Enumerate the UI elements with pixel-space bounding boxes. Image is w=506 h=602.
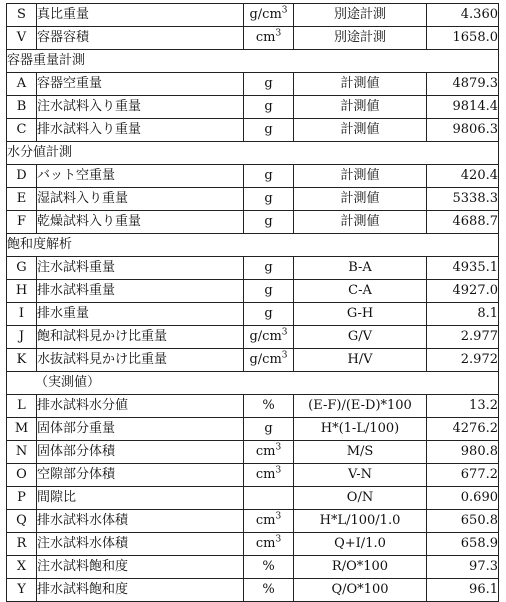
- row-method: 計測値: [294, 211, 427, 234]
- row-symbol: L: [7, 395, 37, 418]
- section-heading: （実測値）: [7, 372, 499, 395]
- table-row: [7, 533, 499, 556]
- unit-text: g: [264, 214, 273, 229]
- row-name: 注水試料飽和度: [37, 556, 244, 579]
- unit-text: cm: [255, 467, 276, 482]
- row-value: 650.8: [427, 510, 499, 533]
- table-row: [7, 510, 499, 533]
- row-symbol: H: [7, 280, 37, 303]
- unit-exponent: 3: [281, 5, 288, 16]
- section-row: [7, 372, 499, 395]
- row-unit: [244, 326, 294, 349]
- unit-text: g: [264, 283, 273, 298]
- row-unit: [244, 4, 294, 27]
- row-unit: [244, 349, 294, 372]
- row-symbol: N: [7, 441, 37, 464]
- row-value: 4879.3: [427, 73, 499, 96]
- row-unit: [244, 96, 294, 119]
- row-symbol: S: [7, 4, 37, 27]
- row-name: 水抜試料見かけ比重量: [37, 349, 244, 372]
- table-row: [7, 4, 499, 27]
- row-value: 9806.3: [427, 119, 499, 142]
- row-unit: [244, 510, 294, 533]
- row-value: 4688.7: [427, 211, 499, 234]
- section-heading: 水分値計測: [7, 142, 499, 165]
- row-unit: [244, 464, 294, 487]
- table-row: [7, 579, 499, 602]
- row-method: 別途計測: [294, 27, 427, 50]
- section-heading: 飽和度解析: [7, 234, 499, 257]
- unit-exponent: 3: [275, 511, 282, 522]
- row-name: 排水試料重量: [37, 280, 244, 303]
- table-row: [7, 96, 499, 119]
- row-symbol: J: [7, 326, 37, 349]
- unit-exponent: 3: [275, 534, 282, 545]
- row-unit: [244, 303, 294, 326]
- table-row: [7, 441, 499, 464]
- row-unit: [244, 73, 294, 96]
- row-name: 排水試料水体積: [37, 510, 244, 533]
- row-symbol: B: [7, 96, 37, 119]
- row-value: 1658.0: [427, 27, 499, 50]
- unit-text: cm: [255, 536, 276, 551]
- table-row: [7, 211, 499, 234]
- unit-exponent: 3: [275, 28, 282, 39]
- row-symbol: P: [7, 487, 37, 510]
- table-row: [7, 257, 499, 280]
- row-symbol: K: [7, 349, 37, 372]
- table-row: [7, 418, 499, 441]
- row-method: 計測値: [294, 165, 427, 188]
- table-row: [7, 165, 499, 188]
- row-unit: [244, 579, 294, 602]
- section-row: [7, 142, 499, 165]
- row-method: G-H: [294, 303, 427, 326]
- row-unit: [244, 280, 294, 303]
- row-symbol: Y: [7, 579, 37, 602]
- unit-text: cm: [255, 30, 276, 45]
- unit-text: g: [264, 306, 273, 321]
- row-value: 4276.2: [427, 418, 499, 441]
- row-name: 排水試料飽和度: [37, 579, 244, 602]
- unit-text: g: [264, 421, 273, 436]
- row-method: 別途計測: [294, 4, 427, 27]
- calculation-sheet: [6, 3, 498, 602]
- unit-text: g/cm: [249, 7, 282, 22]
- row-name: 排水試料水分値: [37, 395, 244, 418]
- table-row: [7, 188, 499, 211]
- row-value: 980.8: [427, 441, 499, 464]
- row-unit: [244, 165, 294, 188]
- row-unit: [244, 211, 294, 234]
- row-value: 96.1: [427, 579, 499, 602]
- row-unit: [244, 119, 294, 142]
- row-symbol: A: [7, 73, 37, 96]
- unit-text: g/cm: [249, 329, 282, 344]
- row-value: 0.690: [427, 487, 499, 510]
- row-value: 2.977: [427, 326, 499, 349]
- row-name: 排水重量: [37, 303, 244, 326]
- table-row: [7, 487, 499, 510]
- unit-text: %: [262, 398, 275, 413]
- row-method: Q+I/1.0: [294, 533, 427, 556]
- row-name: 乾燥試料入り重量: [37, 211, 244, 234]
- row-unit: [244, 188, 294, 211]
- row-name: バット空重量: [37, 165, 244, 188]
- unit-text: g/cm: [249, 352, 282, 367]
- row-value: 9814.4: [427, 96, 499, 119]
- table-row: [7, 395, 499, 418]
- section-row: [7, 50, 499, 73]
- row-value: 420.4: [427, 165, 499, 188]
- saturation-analysis-table: [6, 3, 499, 602]
- row-method: H*L/100/1.0: [294, 510, 427, 533]
- row-method: R/O*100: [294, 556, 427, 579]
- table-row: [7, 326, 499, 349]
- table-row: [7, 303, 499, 326]
- row-method: M/S: [294, 441, 427, 464]
- unit-text: g: [264, 168, 273, 183]
- row-method: C-A: [294, 280, 427, 303]
- unit-text: g: [264, 260, 273, 275]
- row-unit: [244, 441, 294, 464]
- row-name: 固体部分重量: [37, 418, 244, 441]
- unit-text: cm: [255, 513, 276, 528]
- unit-text: %: [262, 559, 275, 574]
- unit-exponent: 3: [275, 442, 282, 453]
- row-name: 湿試料入り重量: [37, 188, 244, 211]
- table-row: [7, 119, 499, 142]
- row-name: 注水試料水体積: [37, 533, 244, 556]
- row-method: 計測値: [294, 119, 427, 142]
- row-value: 97.3: [427, 556, 499, 579]
- row-unit: [244, 487, 294, 510]
- unit-text: g: [264, 76, 273, 91]
- row-value: 4.360: [427, 4, 499, 27]
- row-symbol: X: [7, 556, 37, 579]
- row-method: V-N: [294, 464, 427, 487]
- row-name: 間隙比: [37, 487, 244, 510]
- row-symbol: V: [7, 27, 37, 50]
- row-method: H/V: [294, 349, 427, 372]
- row-symbol: D: [7, 165, 37, 188]
- row-method: O/N: [294, 487, 427, 510]
- row-name: 固体部分体積: [37, 441, 244, 464]
- row-symbol: F: [7, 211, 37, 234]
- row-name: 注水試料重量: [37, 257, 244, 280]
- row-name: 容器容積: [37, 27, 244, 50]
- row-method: 計測値: [294, 73, 427, 96]
- row-value: 5338.3: [427, 188, 499, 211]
- row-unit: [244, 556, 294, 579]
- row-symbol: Q: [7, 510, 37, 533]
- unit-text: cm: [255, 444, 276, 459]
- row-name: 真比重量: [37, 4, 244, 27]
- table-row: [7, 280, 499, 303]
- row-unit: [244, 418, 294, 441]
- row-value: 658.9: [427, 533, 499, 556]
- row-value: 4935.1: [427, 257, 499, 280]
- row-symbol: O: [7, 464, 37, 487]
- unit-text: %: [262, 582, 275, 597]
- table-row: [7, 73, 499, 96]
- section-row: [7, 234, 499, 257]
- table-row: [7, 556, 499, 579]
- row-name: 空隙部分体積: [37, 464, 244, 487]
- row-symbol: R: [7, 533, 37, 556]
- table-row: [7, 349, 499, 372]
- row-method: (E-F)/(E-D)*100: [294, 395, 427, 418]
- row-symbol: I: [7, 303, 37, 326]
- unit-exponent: 3: [275, 465, 282, 476]
- row-unit: [244, 27, 294, 50]
- row-symbol: G: [7, 257, 37, 280]
- row-method: 計測値: [294, 96, 427, 119]
- row-value: 4927.0: [427, 280, 499, 303]
- row-unit: [244, 395, 294, 418]
- row-unit: [244, 533, 294, 556]
- row-symbol: C: [7, 119, 37, 142]
- row-value: 13.2: [427, 395, 499, 418]
- row-method: 計測値: [294, 188, 427, 211]
- row-unit: [244, 257, 294, 280]
- row-value: 8.1: [427, 303, 499, 326]
- row-value: 677.2: [427, 464, 499, 487]
- row-value: 2.972: [427, 349, 499, 372]
- table-body: [7, 4, 499, 602]
- unit-exponent: 3: [281, 327, 288, 338]
- row-method: Q/O*100: [294, 579, 427, 602]
- row-method: B-A: [294, 257, 427, 280]
- row-symbol: E: [7, 188, 37, 211]
- row-method: H*(1-L/100): [294, 418, 427, 441]
- unit-text: g: [264, 122, 273, 137]
- unit-exponent: 3: [281, 350, 288, 361]
- row-name: 注水試料入り重量: [37, 96, 244, 119]
- table-row: [7, 464, 499, 487]
- row-name: 飽和試料見かけ比重量: [37, 326, 244, 349]
- section-heading: 容器重量計測: [7, 50, 499, 73]
- table-row: [7, 27, 499, 50]
- row-name: 容器空重量: [37, 73, 244, 96]
- row-name: 排水試料入り重量: [37, 119, 244, 142]
- row-method: G/V: [294, 326, 427, 349]
- unit-text: g: [264, 191, 273, 206]
- unit-text: g: [264, 99, 273, 114]
- row-symbol: M: [7, 418, 37, 441]
